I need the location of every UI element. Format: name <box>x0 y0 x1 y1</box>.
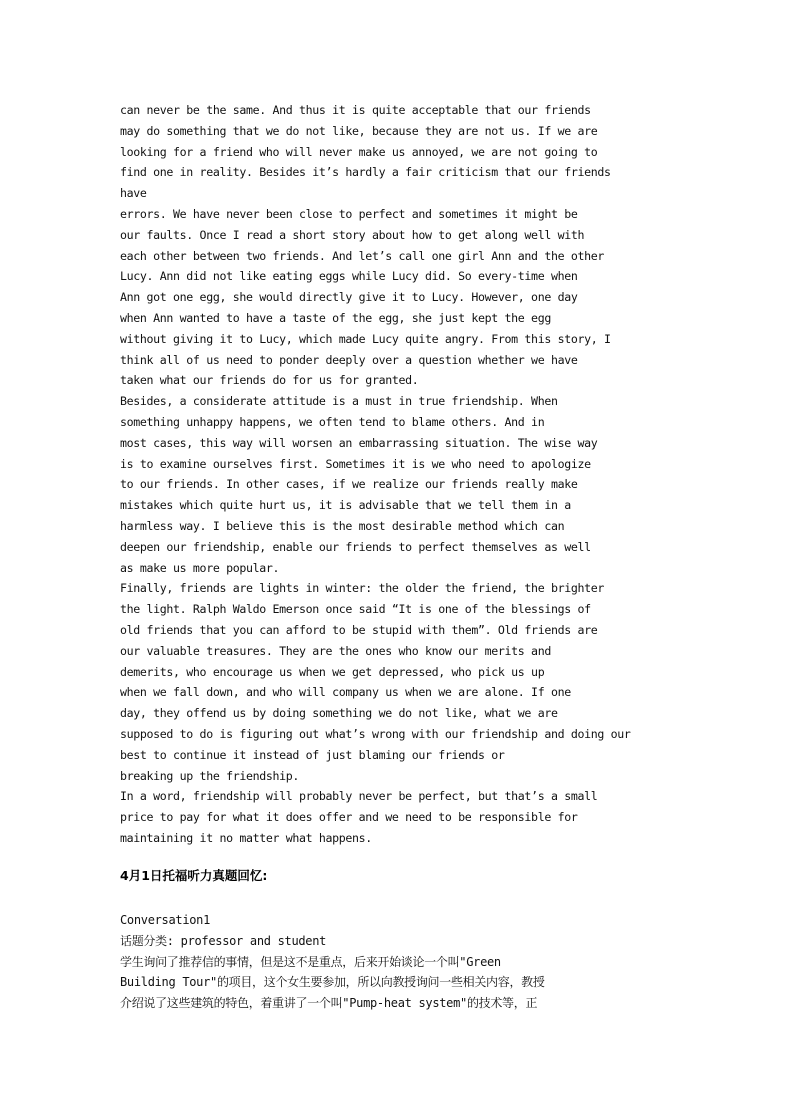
conversation-line: 介绍说了这些建筑的特色，着重讲了一个叫"Pump-heat system"的技术等，正 <box>120 996 538 1011</box>
essay-line: supposed to do is figuring out what’s wrong with our friendship and doing our <box>120 726 631 741</box>
essay-line: Ann got one egg, she would directly give it to Lucy. However, one day <box>120 290 578 305</box>
conversation-line: 学生询问了推荐信的事情，但是这不是重点，后来开始谈论一个叫"Green <box>120 954 501 969</box>
essay-line: In a word, friendship will probably never be perfect, but that’s a small <box>120 789 598 804</box>
essay-line: have <box>120 186 147 201</box>
essay-body <box>120 100 680 849</box>
essay-line: when we fall down, and who will company us when we are alone. If one <box>120 685 571 700</box>
essay-line: find one in reality. Besides it’s hardly a fair criticism that our friends <box>120 165 611 180</box>
essay-line: Besides, a considerate attitude is a must in true friendship. When <box>120 394 558 409</box>
essay-line: something unhappy happens, we often tend to blame others. And in <box>120 414 545 429</box>
essay-line: breaking up the friendship. <box>120 768 300 783</box>
essay-line: without giving it to Lucy, which made Lucy quite angry. From this story, I <box>120 331 611 346</box>
essay-line: the light. Ralph Waldo Emerson once said “It is one of the blessings of <box>120 602 591 617</box>
essay-line: as make us more popular. <box>120 560 280 575</box>
section-heading: 4月1日托福听力真题回忆: <box>120 868 268 883</box>
essay-line: our valuable treasures. They are the ones who know our merits and <box>120 643 551 658</box>
essay-line: errors. We have never been close to perfect and sometimes it might be <box>120 206 578 221</box>
essay-line: price to pay for what it does offer and we need to be responsible for <box>120 810 578 825</box>
essay-line: most cases, this way will worsen an embarrassing situation. The wise way <box>120 435 598 450</box>
essay-line: to our friends. In other cases, if we realize our friends really make <box>120 477 578 492</box>
essay-line: may do something that we do not like, because they are not us. If we are <box>120 123 598 138</box>
essay-line: taken what our friends do for us for granted. <box>120 373 419 388</box>
essay-line: Lucy. Ann did not like eating eggs while Lucy did. So every-time when <box>120 269 578 284</box>
essay-line: each other between two friends. And let’s call one girl Ann and the other <box>120 248 604 263</box>
essay-line: Finally, friends are lights in winter: the older the friend, the brighter <box>120 581 604 596</box>
conversation-section <box>120 910 680 1014</box>
conversation-category: 话题分类: professor and student <box>120 933 327 948</box>
essay-line: day, they offend us by doing something we do not like, what we are <box>120 706 558 721</box>
essay-line: demerits, who encourage us when we get depressed, who pick us up <box>120 664 545 679</box>
essay-line: can never be the same. And thus it is quite acceptable that our friends <box>120 103 591 117</box>
conversation-line: Building Tour"的项目，这个女生要参加，所以向教授询问一些相关内容，教授 <box>120 975 545 990</box>
essay-line: is to examine ourselves first. Sometimes it is we who need to apologize <box>120 456 591 471</box>
essay-line: our faults. Once I read a short story about how to get along well with <box>120 227 585 242</box>
essay-line: mistakes which quite hurt us, it is advisable that we tell them in a <box>120 498 571 513</box>
essay-line: looking for a friend who will never make us annoyed, we are not going to <box>120 144 598 159</box>
essay-line: when Ann wanted to have a taste of the egg, she just kept the egg <box>120 310 551 325</box>
essay-line: maintaining it no matter what happens. <box>120 830 372 845</box>
essay-line: harmless way. I believe this is the most desirable method which can <box>120 518 565 533</box>
essay-line: deepen our friendship, enable our friends to perfect themselves as well <box>120 539 591 554</box>
essay-line: best to continue it instead of just blaming our friends or <box>120 747 505 762</box>
essay-line: old friends that you can afford to be stupid with them”. Old friends are <box>120 622 598 637</box>
essay-line: think all of us need to ponder deeply over a question whether we have <box>120 352 578 367</box>
conversation-title: Conversation1 <box>120 913 211 927</box>
